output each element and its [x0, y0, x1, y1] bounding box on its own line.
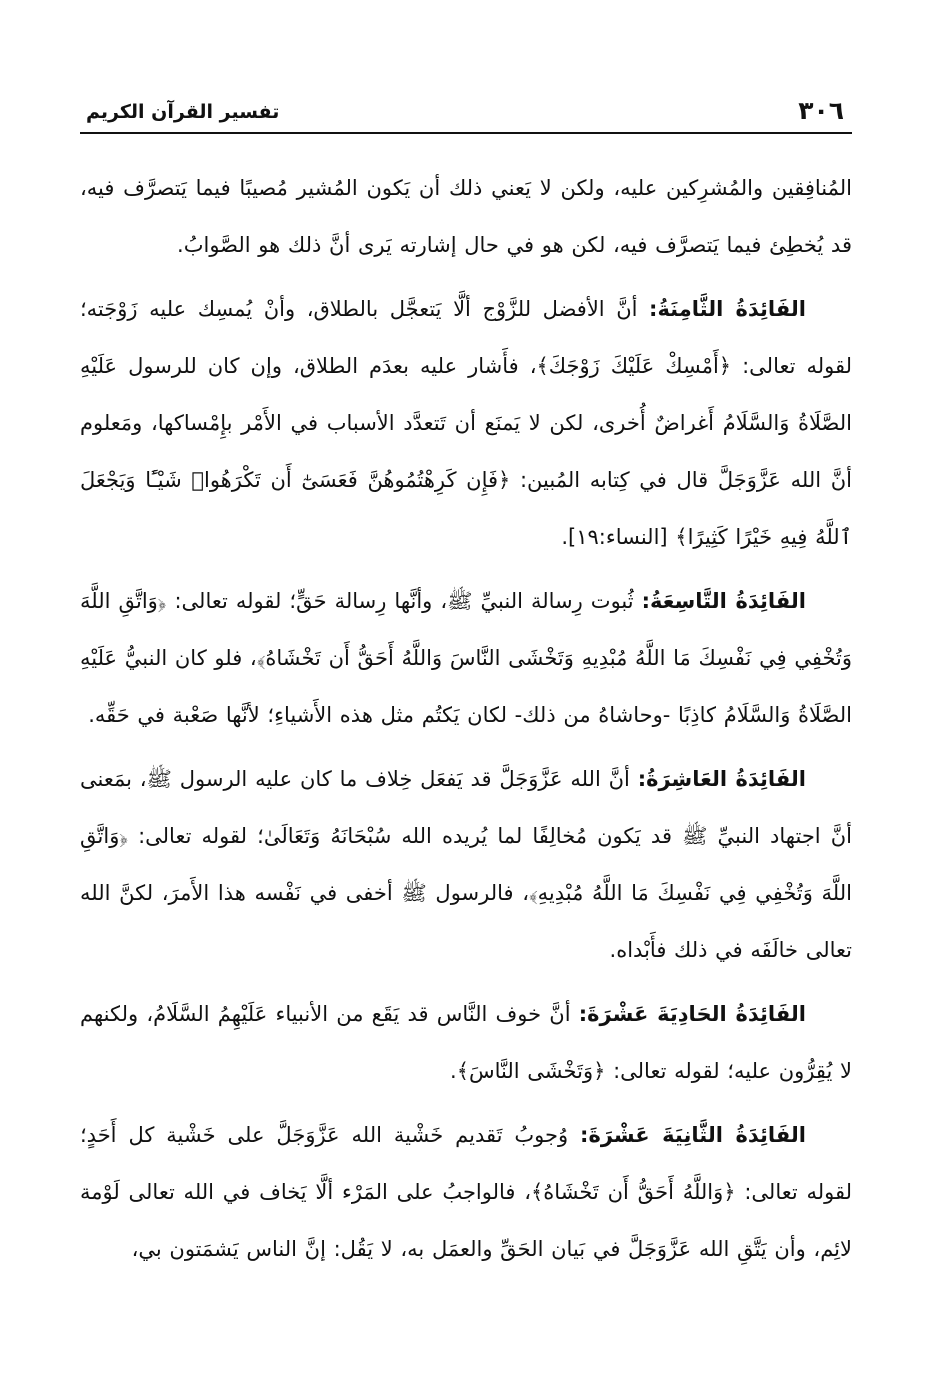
paragraph-text: أنَّ خوف النَّاس قد يَقَع من الأنبياء عَلَيْهِمُ السَّلَامُ، ولكنهم لا يُقِرُّون عليه؛ لقوله تعالى: ﴿وَتَخْشَى النَّاسَ﴾.	[80, 1002, 852, 1083]
running-title: تفسير القرآن الكريم	[86, 101, 280, 123]
page-number: ٣٠٦	[798, 96, 844, 125]
page-body	[80, 160, 852, 1278]
paragraph-text: أنَّ الأفضل للزَّوْج ألَّا يَتعجَّل بالطلاق، وأنْ يُمسِك عليه زَوْجَته؛ لقوله تعالى: ﴿أَمْسِكْ عَلَيْكَ زَوْجَكَ﴾، فأَشار عليه بعدَم الطلاق، وإن كان للرسول عَلَيْهِ الصَّلَاةُ وَالسَّلَامُ أَغراضٌ أُخرى، لكن لا يَمنَع أن تَتعدَّد الأسباب في الأَمْر بإِمْساكها، ومَعلوم أنَّ الله عَزَّوَجَلَّ قال في كِتابه المُبين: ﴿فَإِن كَرِهْتُمُوهُنَّ فَعَسَىٰٓ أَن تَكْرَهُوا۟ شَيْـًٔا وَيَجْعَلَ ٱللَّهُ فِيهِ خَيْرًا كَثِيرًا﴾ [النساء:١٩].	[80, 297, 852, 549]
paragraph-text: ثُبوت رِسالة النبيِّ ﷺ، وأنَّها رِسالة حَقٍّ؛ لقوله تعالى: ﴿وَاتَّقِ اللَّهَ وَتُخْفِي فِي نَفْسِكَ مَا اللَّهُ مُبْدِيهِ وَتَخْشَى النَّاسَ وَاللَّهُ أَحَقُّ أَن تَخْشَاهُ﴾، فلو كان النبيُّ عَلَيْهِ الصَّلَاةُ وَالسَّلَامُ كاذِبًا -وحاشاهُ من ذلك- لكان يَكتُم مثل هذه الأَشياءِ؛ لأنَّها صَعْبة في حَقِّه.	[80, 589, 852, 727]
header-rule	[80, 132, 852, 134]
paragraph-benefit-9	[80, 573, 852, 744]
page-header	[80, 86, 852, 132]
paragraph-benefit-11	[80, 986, 852, 1100]
book-page	[80, 86, 852, 1356]
benefit-heading: الفَائِدَةُ الثَّامِنَةُ:	[649, 297, 806, 321]
benefit-heading: الفَائِدَةُ التَّاسِعَةُ:	[641, 589, 806, 613]
benefit-heading: الفَائِدَةُ العَاشِرَةُ:	[637, 767, 806, 791]
benefit-heading: الفَائِدَةُ الثَّانِيَةَ عَشْرَةَ:	[580, 1123, 806, 1147]
benefit-heading: الفَائِدَةُ الحَادِيَةَ عَشْرَةَ:	[578, 1002, 806, 1026]
paragraph-text: وُجوبُ تَقديم خَشْية الله عَزَّوَجَلَّ على خَشْية كل أَحَدٍ؛ لقوله تعالى: ﴿وَاللَّهُ أَحَقُّ أَن تَخْشَاهُ﴾، فالواجبُ على المَرْء ألَّا يَخاف في الله تعالى لَوْمة لائِم، وأن يَتَّقِ الله عَزَّوَجَلَّ في بَيان الحَقِّ والعمَل به، لا يَقُل: إنَّ الناس يَشمَتون بي،	[80, 1123, 852, 1261]
paragraph-benefit-12	[80, 1107, 852, 1278]
paragraph-text: أنَّ الله عَزَّوَجَلَّ قد يَفعَل خِلاف ما كان عليه الرسول ﷺ، بمَعنى أنَّ اجتهاد النبيِّ ﷺ قد يَكون مُخالِفًا لما يُريده الله سُبْحَانَهُ وَتَعَالَىٰ؛ لقوله تعالى: ﴿وَاتَّقِ اللَّهَ وَتُخْفِي فِي نَفْسِكَ مَا اللَّهُ مُبْدِيهِ﴾، فالرسول ﷺ أخفى في نَفْسه هذا الأَمرَ، لكنَّ الله تعالى خالَفَه في ذلك فأَبْداه.	[80, 767, 852, 962]
paragraph-benefit-8	[80, 281, 852, 566]
paragraph-benefit-10	[80, 751, 852, 979]
paragraph-text: المُنافِقين والمُشرِكين عليه، ولكن لا يَعني ذلك أن يَكون المُشير مُصيبًا فيما يَتصرَّف فيه، قد يُخطِئ فيما يَتصرَّف فيه، لكن هو في حال إشارته يَرى أنَّ ذلك هو الصَّوابُ.	[80, 176, 852, 257]
paragraph-continuation	[80, 160, 852, 274]
